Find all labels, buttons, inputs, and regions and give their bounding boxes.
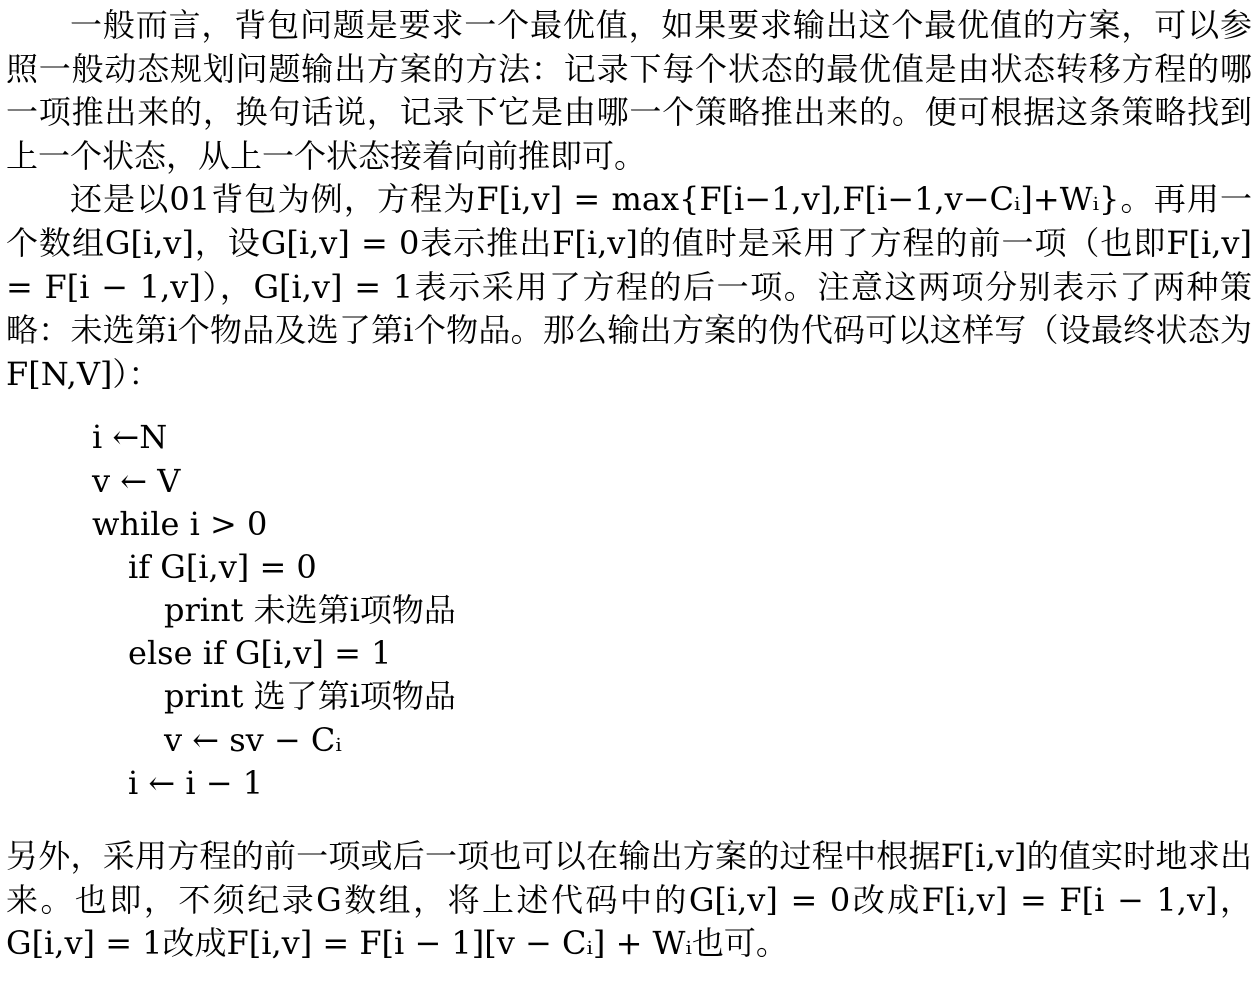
code-line: if G[i,v] = 0 bbox=[128, 547, 317, 586]
paragraph-intro: 一般而言，背包问题是要求一个最优值，如果要求输出这个最优值的方案，可以参照一般动态规划问题输出方案的方法：记录下每个状态的最优值是由状态转移方程的哪一项推出来的，换句话说，记录下它是由哪一个策略推出来的。便可根据这条策略找到上一个状态，从上一个状态接着向前推即可。 bbox=[6, 6, 1252, 175]
paragraph-closing: 另外，采用方程的前一项或后一项也可以在输出方案的过程中根据F[i,v]的值实时地求出来。也即，不须纪录G数组，将上述代码中的G[i,v] = 0改成F[i,v] = F[i − 1,v]，G[i,v] = 1改成F[i,v] = F[i − 1][v − Cᵢ] + Wᵢ也可。 bbox=[6, 837, 1252, 963]
code-line: i ←N bbox=[92, 418, 168, 457]
code-line: v ← sv − Cᵢ bbox=[164, 720, 342, 759]
code-line: i ← i − 1 bbox=[128, 763, 264, 802]
code-line: v ← V bbox=[92, 461, 181, 500]
code-line: print 选了第i项物品 bbox=[164, 677, 456, 716]
code-line: print 未选第i项物品 bbox=[164, 591, 456, 630]
code-line: else if G[i,v] = 1 bbox=[128, 634, 392, 673]
paragraph-01-knapsack: 还是以01背包为例，方程为F[i,v] = max{F[i−1,v],F[i−1,v−Cᵢ]+Wᵢ}。再用一个数组G[i,v]，设G[i,v] = 0表示推出F[i,v]的值时是采用了方程的前一项（也即F[i,v] = F[i − 1,v]），G[i,v] = 1表示采用了方程的后一项。注意这两项分别表示了两种策略：未选第i个物品及选了第i个物品。那么输出方案的伪代码可以这样写（设最终状态为F[N,V]）： bbox=[6, 180, 1252, 393]
pseudocode-block bbox=[6, 416, 1252, 805]
code-line: while i > 0 bbox=[92, 504, 268, 543]
